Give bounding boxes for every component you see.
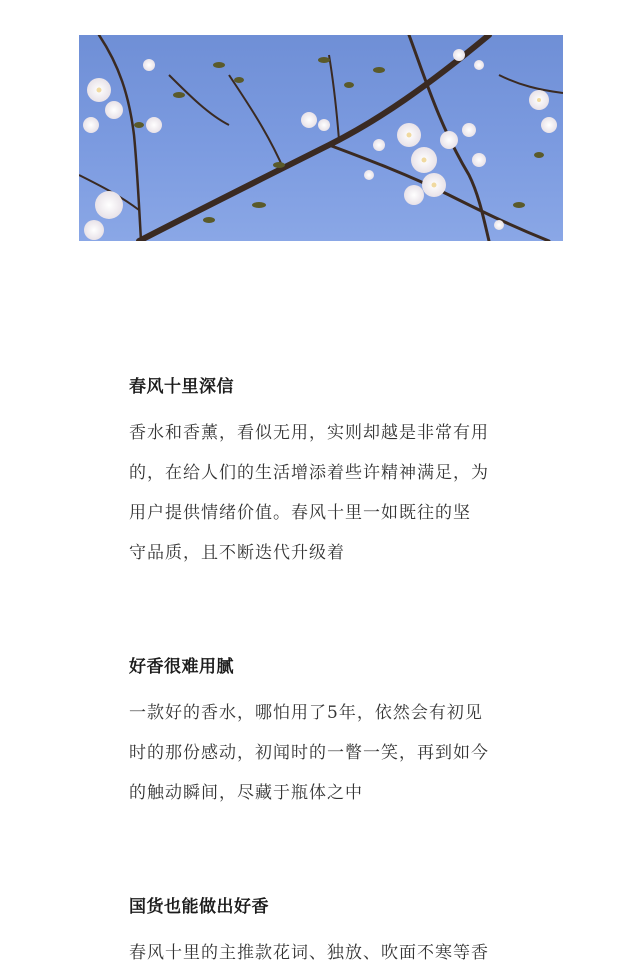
- section-title: 好香很难用腻: [129, 657, 234, 677]
- body-line: 守品质，且不断迭代升级着: [129, 543, 345, 563]
- section-title: 国货也能做出好香: [129, 897, 269, 917]
- section-good-scent: [129, 655, 529, 813]
- section-body: [129, 693, 529, 813]
- blossom-branch-illustration: [79, 35, 563, 241]
- section-domestic-scent: [129, 895, 529, 973]
- body-line: 一款好的香水，哪怕用了5年，依然会有初见: [129, 703, 483, 723]
- body-line: 香水和香薰，看似无用，实则却越是非常有用: [129, 423, 489, 443]
- body-line: 的，在给人们的生活增添着些许精神满足，为: [129, 463, 489, 483]
- hero-blossom-image: [79, 35, 563, 241]
- body-line: 用户提供情绪价值。春风十里一如既往的坚: [129, 503, 471, 523]
- section-body: [129, 933, 529, 973]
- section-title: 春风十里深信: [129, 377, 234, 397]
- section-body: [129, 413, 529, 573]
- body-line: 时的那份感动，初闻时的一瞥一笑，再到如今: [129, 743, 489, 763]
- section-spring-breeze-trust: [129, 375, 529, 573]
- body-line: 的触动瞬间，尽藏于瓶体之中: [129, 783, 363, 803]
- body-line: 春风十里的主推款花词、独放、吹面不寒等香: [129, 943, 489, 963]
